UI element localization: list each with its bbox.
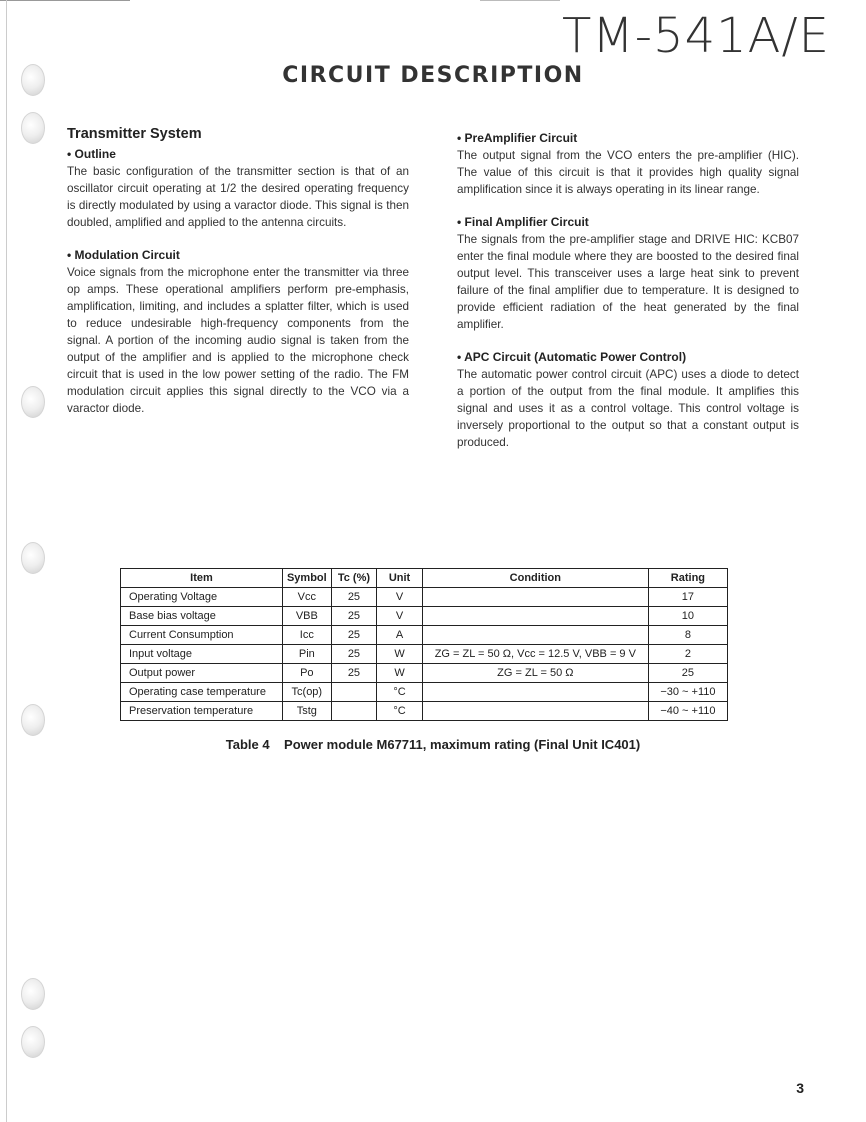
preamp-heading: • PreAmplifier Circuit bbox=[457, 131, 578, 145]
page-number: 3 bbox=[796, 1080, 804, 1096]
cell-condition bbox=[422, 683, 648, 702]
cell-condition: ZG = ZL = 50 Ω bbox=[422, 664, 648, 683]
cell-symbol: VBB bbox=[282, 607, 331, 626]
punch-hole bbox=[21, 542, 45, 574]
cell-tc: 25 bbox=[331, 664, 377, 683]
page-title: CIRCUIT DESCRIPTION bbox=[282, 63, 584, 88]
modulation-heading: • Modulation Circuit bbox=[67, 248, 180, 262]
cell-rating: 17 bbox=[648, 588, 727, 607]
cell-tc bbox=[331, 702, 377, 721]
cell-tc: 25 bbox=[331, 607, 377, 626]
cell-condition bbox=[422, 588, 648, 607]
cell-unit: V bbox=[377, 588, 423, 607]
cell-rating: 2 bbox=[648, 645, 727, 664]
cell-rating: 10 bbox=[648, 607, 727, 626]
cell-symbol: Tstg bbox=[282, 702, 331, 721]
preamp-text: The output signal from the VCO enters the pre-amplifier (HIC). The value of this circuit is that it provides high quality signal amplification since it is always operating in its linear range. bbox=[457, 149, 799, 196]
table-row bbox=[121, 702, 728, 721]
cell-item: Current Consumption bbox=[121, 626, 283, 645]
cell-tc bbox=[331, 683, 377, 702]
table-row bbox=[121, 664, 728, 683]
punch-hole bbox=[21, 704, 45, 736]
top-rule-right bbox=[480, 0, 560, 1]
cell-symbol: Vcc bbox=[282, 588, 331, 607]
cell-item: Operating case temperature bbox=[121, 683, 283, 702]
cell-item: Input voltage bbox=[121, 645, 283, 664]
cell-item: Output power bbox=[121, 664, 283, 683]
header-condition: Condition bbox=[422, 569, 648, 588]
cell-tc: 25 bbox=[331, 645, 377, 664]
cell-item: Preservation temperature bbox=[121, 702, 283, 721]
cell-rating: −40 ~ +110 bbox=[648, 702, 727, 721]
cell-item: Base bias voltage bbox=[121, 607, 283, 626]
final-amp-heading: • Final Amplifier Circuit bbox=[457, 215, 589, 229]
cell-tc: 25 bbox=[331, 588, 377, 607]
right-column bbox=[457, 130, 799, 451]
cell-condition bbox=[422, 626, 648, 645]
cell-unit: W bbox=[377, 645, 423, 664]
apc-text: The automatic power control circuit (APC) uses a diode to detect a portion of the output from the final module. It amplifies this signal and uses it as a control voltage. This control voltage is inversely proportional to the output so that a constant output is produced. bbox=[457, 368, 799, 449]
header-symbol: Symbol bbox=[282, 569, 331, 588]
model-number: TM-541A/E bbox=[561, 8, 830, 64]
punch-hole bbox=[21, 386, 45, 418]
table-row bbox=[121, 607, 728, 626]
modulation-text: Voice signals from the microphone enter the transmitter via three op amps. These operational amplifiers perform pre-emphasis, amplification, limiting, and includes a splatter filter, which is used to reduce undesirable high-frequency components from the signal. A portion of the incoming audio signal is taken from the output of the amplifier and is applied to the microphone check circuit that is used in the low power setting of the radio. The FM modulation circuit applies this signal directly to the VCO via a varactor diode. bbox=[67, 266, 409, 415]
cell-rating: −30 ~ +110 bbox=[648, 683, 727, 702]
cell-condition: ZG = ZL = 50 Ω, Vcc = 12.5 V, VBB = 9 V bbox=[422, 645, 648, 664]
cell-unit: °C bbox=[377, 702, 423, 721]
cell-item: Operating Voltage bbox=[121, 588, 283, 607]
cell-symbol: Icc bbox=[282, 626, 331, 645]
cell-symbol: Tc(op) bbox=[282, 683, 331, 702]
outline-heading: • Outline bbox=[67, 147, 116, 161]
table-row bbox=[121, 645, 728, 664]
final-amp-text: The signals from the pre-amplifier stage and DRIVE HIC: KCB07 enter the final module where they are boosted to the desired final output level. This transceiver uses a large heat sink to prevent failure of the final amplifier due to temperature. It is designed to provide efficient radiation of the heat generated by the final amplifier. bbox=[457, 233, 799, 331]
punch-hole bbox=[21, 1026, 45, 1058]
left-column bbox=[67, 126, 409, 417]
outline-text: The basic configuration of the transmitter section is that of an oscillator circuit operating at 1/2 the desired operating frequency is directly modulated by using a varactor diode. This signal is then doubled, amplified and applied to the antenna circuits. bbox=[67, 165, 409, 229]
header-unit: Unit bbox=[377, 569, 423, 588]
table-caption: Table 4 Power module M67711, maximum rating (Final Unit IC401) bbox=[225, 737, 641, 752]
cell-tc: 25 bbox=[331, 626, 377, 645]
cell-rating: 8 bbox=[648, 626, 727, 645]
left-margin-rule bbox=[6, 0, 7, 1122]
table-row bbox=[121, 626, 728, 645]
header-rating: Rating bbox=[648, 569, 727, 588]
table-row bbox=[121, 588, 728, 607]
punch-hole bbox=[21, 978, 45, 1010]
top-rule-left bbox=[0, 0, 130, 1]
cell-symbol: Po bbox=[282, 664, 331, 683]
cell-symbol: Pin bbox=[282, 645, 331, 664]
power-module-table bbox=[120, 568, 728, 721]
table-row bbox=[121, 683, 728, 702]
cell-condition bbox=[422, 702, 648, 721]
cell-unit: A bbox=[377, 626, 423, 645]
table-header-row bbox=[121, 569, 728, 588]
cell-unit: W bbox=[377, 664, 423, 683]
cell-condition bbox=[422, 607, 648, 626]
header-tc: Tc (%) bbox=[331, 569, 377, 588]
section-heading: Transmitter System bbox=[67, 126, 202, 142]
header-item: Item bbox=[121, 569, 283, 588]
apc-heading: • APC Circuit (Automatic Power Control) bbox=[457, 350, 687, 364]
cell-unit: V bbox=[377, 607, 423, 626]
punch-hole bbox=[21, 112, 45, 144]
cell-unit: °C bbox=[377, 683, 423, 702]
cell-rating: 25 bbox=[648, 664, 727, 683]
